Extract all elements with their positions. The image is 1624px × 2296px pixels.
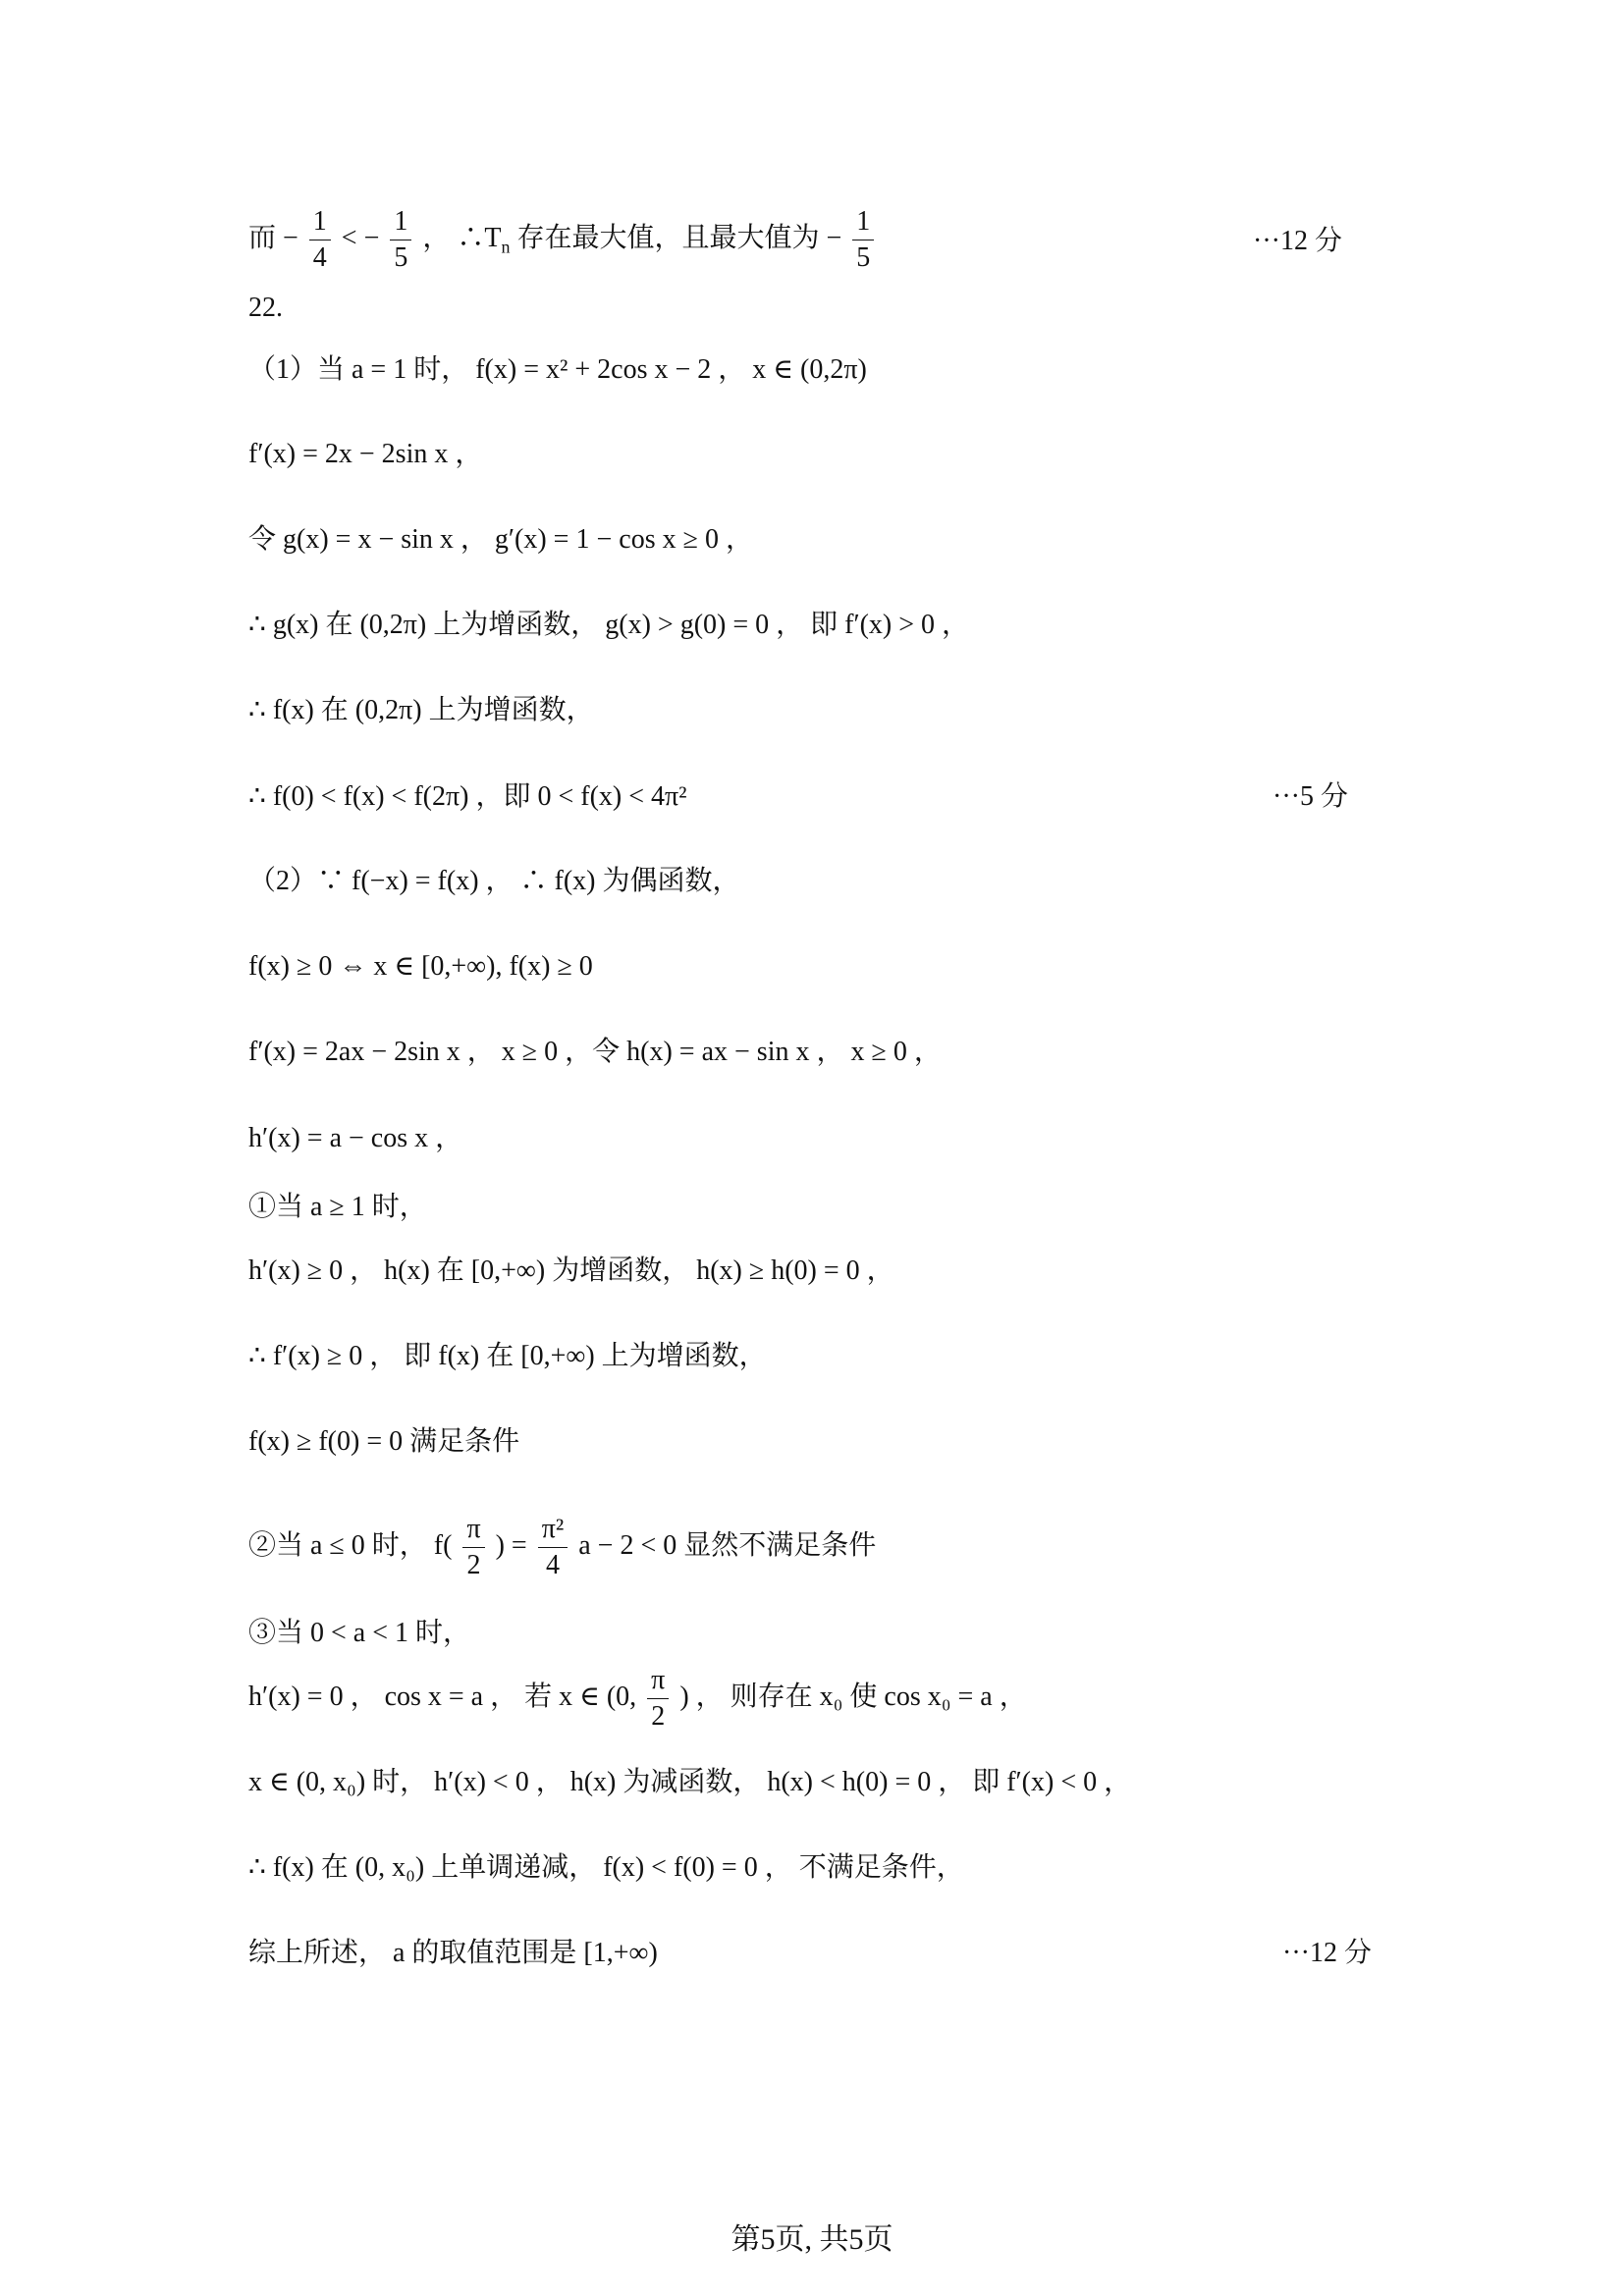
- fraction: $\frac{\pi}{2}$: [647, 1663, 669, 1735]
- fraction: $\frac{\text{π²}}{4}$: [538, 1512, 568, 1583]
- solution-line: h′(x) ≥ 0 ， h(x) 在 [0,+∞) 为增函数， h(x) ≥ h(0) = 0 ，: [248, 1255, 894, 1286]
- line-prefix: 而 −: [248, 222, 298, 253]
- score-mark: ···12 分: [1282, 1938, 1372, 1968]
- solution-line: f(x) ≥ f(0) = 0 满足条件: [248, 1426, 520, 1457]
- fraction: $\frac{1}{5}$: [852, 204, 874, 276]
- solution-line: ∴ f(x) 在 (0, x₀) 上单调递减， f(x) < f(0) = 0 ， 不满足条件，: [248, 1852, 964, 1883]
- solution-line: ∴ f′(x) ≥ 0 ， 即 f(x) 在 [0,+∞) 上为增函数，: [248, 1341, 767, 1371]
- solution-line: （1）当 a = 1 时， f(x) = x² + 2cos x − 2 ， x ∈ (0,2π): [248, 354, 867, 385]
- solution-line: ①当 a ≥ 1 时，: [248, 1192, 427, 1222]
- solution-line: （2）∵ f(−x) = f(x) ， ∴ f(x) 为偶函数，: [248, 866, 740, 896]
- solution-line: 令 g(x) = x − sin x ， g′(x) = 1 − cos x ≥ 0 ，: [248, 524, 753, 555]
- problem-number: 22.: [248, 293, 283, 323]
- score-mark: ···12 分: [1253, 226, 1342, 256]
- solution-line: ∴ f(x) 在 (0,2π) 上为增函数，: [248, 695, 594, 725]
- solution-line: 综上所述， a 的取值范围是 [1,+∞): [248, 1938, 658, 1968]
- solution-line: h′(x) = a − cos x ，: [248, 1123, 463, 1153]
- solution-line: ∴ f(0) < f(x) < f(2π) ，即 0 < f(x) < 4π²: [248, 781, 687, 812]
- fraction: $\frac{\pi}{2}$: [462, 1512, 484, 1583]
- solution-line: ②当 a ≤ 0 时， f( $\frac{\pi}{2}$ ) = $\frac{\text{π²}}{4}$ a − 2 < 0 显然不满足条件: [248, 1512, 876, 1583]
- solution-line: x ∈ (0, x₀) 时， h′(x) < 0 ， h(x) 为减函数， h(x) < h(0) = 0 ， 即 f′(x) < 0 ，: [248, 1767, 1132, 1797]
- solution-line: ∴ g(x) 在 (0,2π) 上为增函数， g(x) > g(0) = 0 ， 即 f′(x) > 0 ，: [248, 610, 970, 640]
- solution-line: ③当 0 < a < 1 时，: [248, 1618, 471, 1648]
- score-mark: ···5 分: [1272, 781, 1348, 812]
- solution-line: 而 − $\frac{1}{4}$ < − $\frac{1}{5}$ ， $\therefore T_n$ 存在最大值，且最大值为 − $\frac{1}{5}$: [248, 204, 878, 276]
- page-footer: 第5页, 共5页: [731, 2223, 893, 2256]
- solution-line: f(x) ≥ 0 ⇔ x ∈ [0,+∞), f(x) ≥ 0: [248, 951, 593, 982]
- solution-line: f′(x) = 2x − 2sin x ，: [248, 439, 483, 469]
- fraction: $\frac{1}{5}$: [390, 204, 411, 276]
- solution-line: f′(x) = 2ax − 2sin x ， x ≥ 0 ，令 h(x) = ax − sin x ， x ≥ 0 ，: [248, 1037, 942, 1067]
- solution-line: h′(x) = 0 ， cos x = a ， 若 x ∈ (0, $\frac{\pi}{2}$ ) ， 则存在 x₀ 使 cos x₀ = a ，: [248, 1663, 1027, 1735]
- fraction: $\frac{1}{4}$: [309, 204, 331, 276]
